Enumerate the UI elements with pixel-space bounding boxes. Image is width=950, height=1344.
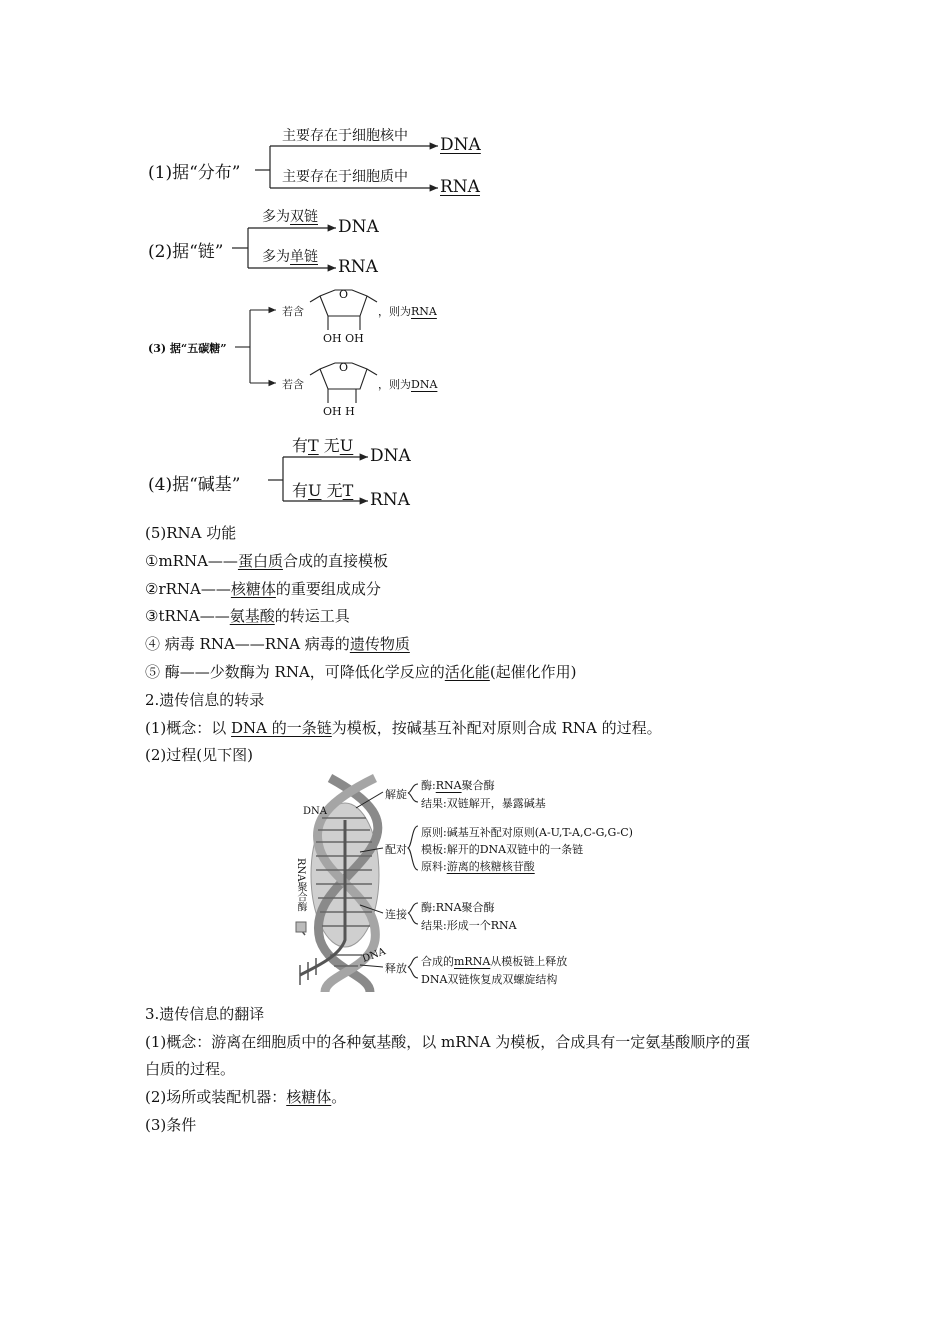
diagram2-top-result: DNA: [338, 217, 379, 237]
diagram4-bottom-result: RNA: [370, 490, 410, 510]
function-item-3: ③tRNA——氨基酸的转运工具: [145, 607, 350, 625]
step-unwinding: 解旋: [385, 788, 407, 801]
diagram3-bottom-groups: OH H: [323, 405, 355, 418]
figure-rna-polymerase-label: RNA聚合酶: [295, 858, 306, 912]
diagram4-top-result: DNA: [370, 446, 411, 466]
step-release: 释放: [385, 962, 407, 975]
diagram2-label: (2)据“链”: [148, 242, 224, 262]
translation-concept-line2: 白质的过程。: [145, 1060, 236, 1078]
diagram2-bottom-result: RNA: [338, 257, 378, 277]
step-pairing-principle: 原则:碱基互补配对原则(A-U,T-A,C-G,G-C): [421, 826, 633, 839]
transcription-process: (2)过程(见下图): [145, 746, 253, 764]
step-release-dna: DNA双链恢复成双螺旋结构: [421, 973, 558, 986]
function-item-1: ①mRNA——蛋白质合成的直接模板: [145, 552, 388, 570]
diagram1-top-result: DNA: [440, 135, 481, 155]
ring-oxygen-bottom: O: [339, 361, 349, 374]
step-pairing-template: 模板:解开的DNA双链中的一条链: [421, 843, 584, 856]
diagram4-bottom-text: 有U 无T: [292, 481, 354, 500]
transcription-concept: (1)概念：以 DNA 的一条链为模板，按碱基互补配对原则合成 RNA 的过程。: [145, 719, 662, 737]
diagram3-bottom-suffix: ，则为DNA: [378, 378, 438, 391]
diagram3-top-groups: OH OH: [323, 332, 364, 345]
ring-oxygen-top: O: [339, 288, 349, 301]
diagram1-bottom-result: RNA: [440, 177, 480, 197]
diagram1-top-text: 主要存在于细胞核中: [282, 128, 408, 144]
diagram3-top-suffix: ，则为RNA: [378, 305, 437, 318]
translation-conditions: (3)条件: [145, 1116, 197, 1134]
section-translation-title: 3.遗传信息的翻译: [145, 1005, 265, 1023]
section-transcription-title: 2.遗传信息的转录: [145, 691, 265, 709]
function-item-4: ④ 病毒 RNA——RNA 病毒的遗传物质: [145, 635, 410, 653]
figure-dna-label-bottom: DNA: [360, 946, 388, 965]
diagram3-top-prefix: 若含: [282, 305, 304, 318]
step-linking: 连接: [385, 908, 407, 921]
step-release-mrna: 合成的mRNA从模板链上释放: [421, 955, 568, 968]
figure-dna-label-top: DNA: [303, 806, 327, 817]
diagram4-top-text: 有T 无U: [292, 436, 354, 455]
diagram3-label: (3) 据“五碳糖”: [148, 342, 227, 355]
diagram1-bottom-text: 主要存在于细胞质中: [282, 169, 408, 185]
step-linking-enzyme: 酶:RNA聚合酶: [421, 901, 495, 914]
translation-site: (2)场所或装配机器：核糖体。: [145, 1088, 347, 1106]
step-linking-result: 结果:形成一个RNA: [421, 919, 517, 932]
translation-concept-line1: (1)概念：游离在细胞质中的各种氨基酸，以 mRNA 为模板，合成具有一定氨基酸顺序的蛋: [145, 1033, 751, 1051]
diagram2-bottom-text: 多为单链: [262, 249, 318, 265]
step-pairing-material: 原料:游离的核糖核苷酸: [421, 860, 535, 873]
diagram4-label: (4)据“碱基”: [148, 475, 241, 495]
diagram3-bottom-prefix: 若含: [282, 378, 304, 391]
function-item-5: ⑤ 酶——少数酶为 RNA，可降低化学反应的活化能(起催化作用): [145, 663, 577, 681]
rna-function-heading: (5)RNA 功能: [145, 524, 237, 542]
step-unwinding-enzyme: 酶:RNA聚合酶: [421, 779, 495, 792]
diagram2-top-text: 多为双链: [262, 209, 318, 225]
function-item-2: ②rRNA——核糖体的重要组成成分: [145, 580, 381, 598]
diagram1-label: (1)据“分布”: [148, 163, 241, 183]
step-unwinding-result: 结果:双链解开，暴露碱基: [421, 797, 546, 810]
step-pairing: 配对: [385, 843, 407, 856]
